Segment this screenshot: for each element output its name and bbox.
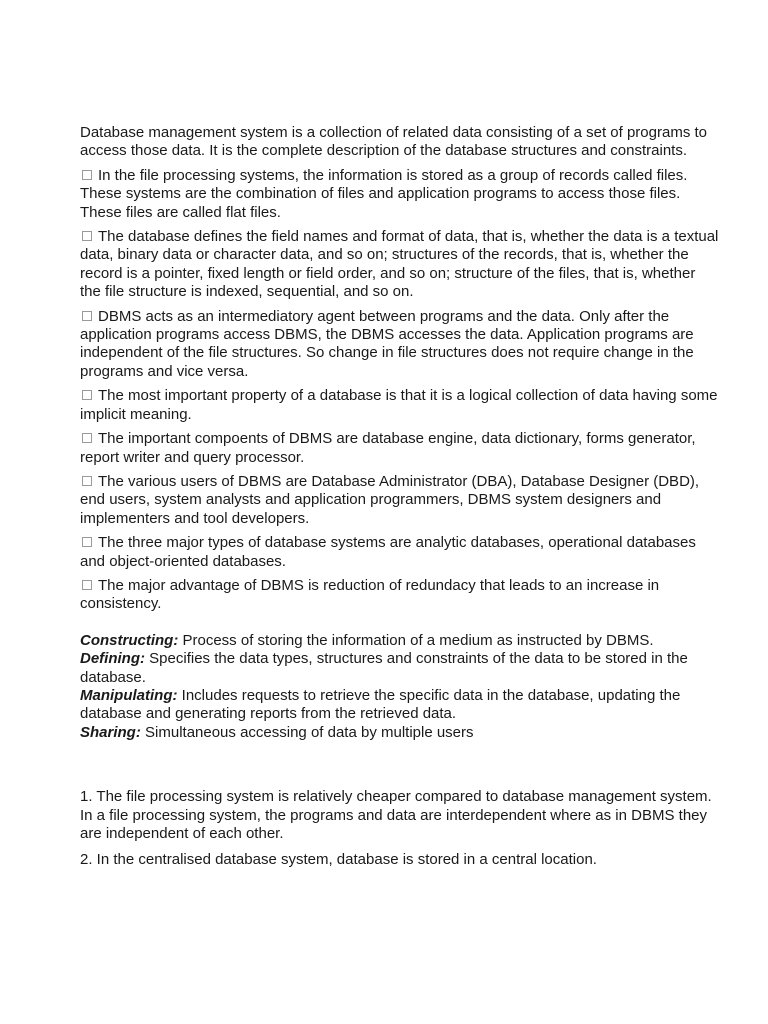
bullet-box-icon xyxy=(82,433,92,443)
bullet-item xyxy=(80,534,720,571)
bullet-item xyxy=(80,387,720,424)
numbered-list xyxy=(80,788,720,870)
definition-text: Specifies the data types, structures and constraints of the data to be stored in the database. xyxy=(80,650,688,686)
numbered-item: 2. In the centralised database system, database is stored in a central location. xyxy=(80,851,597,869)
definition-text: Process of storing the information of a medium as instructed by DBMS. xyxy=(182,631,654,649)
bullet-box-icon xyxy=(82,476,92,486)
definition-term: Defining: xyxy=(80,650,145,668)
definition-term: Manipulating: xyxy=(80,686,178,704)
bullet-box-icon xyxy=(82,390,92,400)
bullet-box-icon xyxy=(82,537,92,547)
document-page xyxy=(80,124,720,878)
bullet-item xyxy=(80,577,720,614)
definition-text: Simultaneous accessing of data by multiple users xyxy=(145,723,474,741)
bullet-box-icon xyxy=(82,231,92,241)
bullet-text: The most important property of a database is that it is a logical collection of data having some implicit meaning. xyxy=(80,387,718,423)
definition-term: Sharing: xyxy=(80,723,141,741)
bullet-item xyxy=(80,228,720,302)
bullet-item xyxy=(80,473,720,528)
definition-manipulating xyxy=(80,687,720,724)
bullet-item xyxy=(80,167,720,222)
bullet-item xyxy=(80,308,720,382)
definition-sharing xyxy=(80,724,720,742)
numbered-item: 1. The file processing system is relatively cheaper compared to database management system. In a file processing system, the programs and data are interdependent where as in DBMS they are independent of each other. xyxy=(80,788,712,842)
bullet-text: The three major types of database systems are analytic databases, operational databases and object-oriented databases. xyxy=(80,534,696,570)
bullet-text: The database defines the field names and format of data, that is, whether the data is a textual data, binary data or character data, and so on; structures of the records, that is, whether the record is a pointer, fixed length or field order, and so on; structure of the files, that is, whether the file structure is indexed, sequential, and so on. xyxy=(80,228,719,301)
bullet-text: The major advantage of DBMS is reduction of redundacy that leads to an increase in consistency. xyxy=(80,576,660,613)
definition-text: Includes requests to retrieve the specific data in the database, updating the database and generating reports from the retrieved data. xyxy=(80,686,681,723)
bullet-box-icon xyxy=(82,580,92,590)
definitions-block xyxy=(80,632,720,742)
bullet-text: In the file processing systems, the information is stored as a group of records called files. These systems are the combination of files and application programs to access those files. These files are called flat files. xyxy=(80,166,688,221)
bullet-box-icon xyxy=(82,311,92,321)
bullet-text: The important compoents of DBMS are database engine, data dictionary, forms generator, report writer and query processor. xyxy=(80,430,696,466)
intro-paragraph: Database management system is a collection of related data consisting of a set of programs to access those data. It is the complete description of the database structures and constraints. xyxy=(80,124,707,160)
definition-defining xyxy=(80,650,720,687)
bullet-list xyxy=(80,167,720,614)
definition-term: Constructing: xyxy=(80,631,179,649)
bullet-text: DBMS acts as an intermediatory agent between programs and the data. Only after the application programs access DBMS, the DBMS accesses the data. Application programs are independent of the file structures. So change in file structures does not require change in the programs and vice versa. xyxy=(80,307,694,380)
bullet-box-icon xyxy=(82,170,92,180)
definition-constructing xyxy=(80,632,720,650)
bullet-text: The various users of DBMS are Database Administrator (DBA), Database Designer (DBD), end users, system analysts and application programmers, DBMS system designers and implementers and tool developers. xyxy=(80,472,700,527)
bullet-item xyxy=(80,430,720,467)
